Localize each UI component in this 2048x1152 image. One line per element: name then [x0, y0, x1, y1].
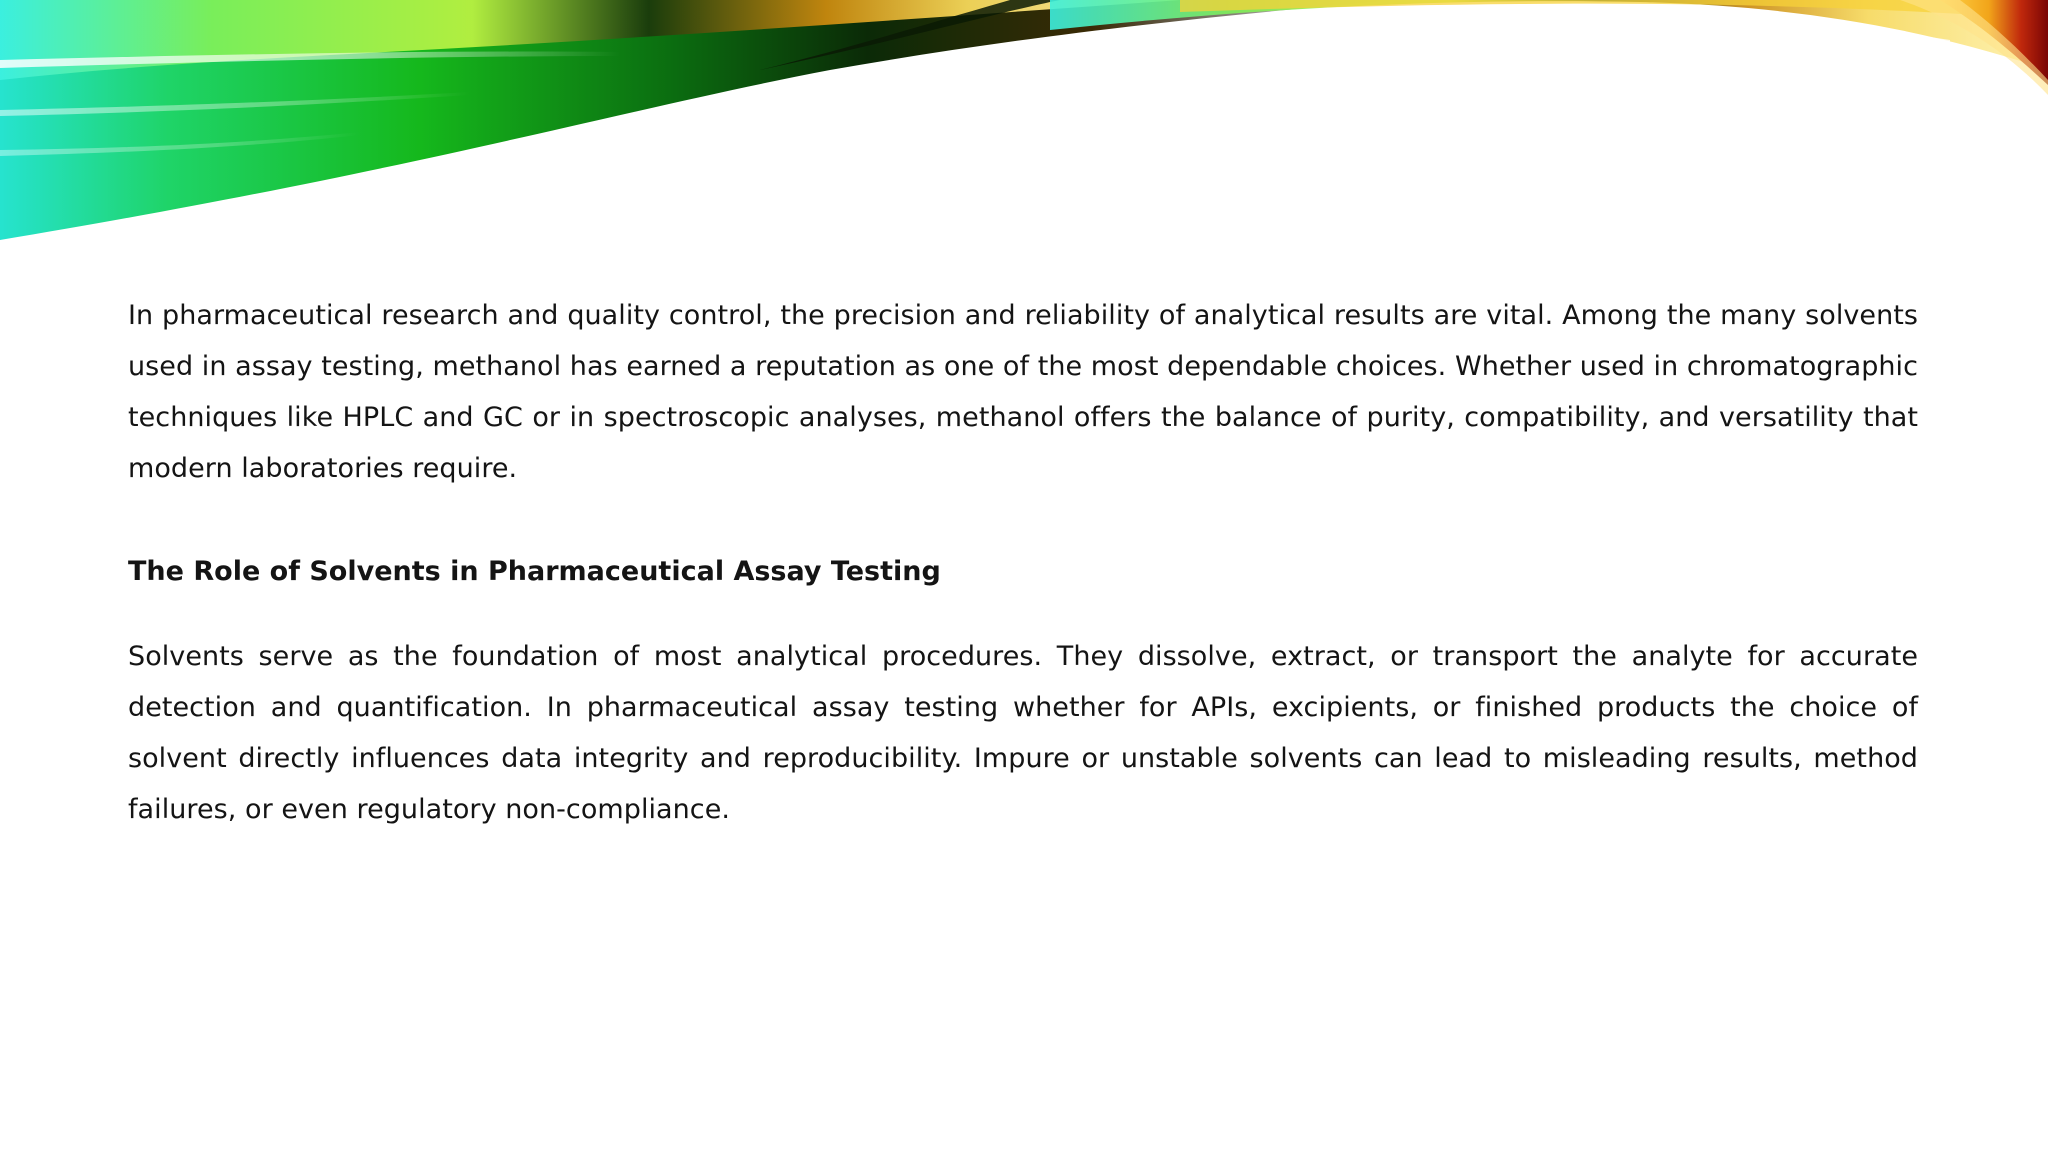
section-heading: The Role of Solvents in Pharmaceutical Assay Testing: [128, 556, 941, 587]
rainbow-swoosh-decoration: [0, 0, 2048, 260]
intro-paragraph: In pharmaceutical research and quality control, the precision and reliability of analytical results are vital. Among the many solvents used in assay testing, methanol has earned a reputation as one of the most dependable choices. Whether used in chromatographic techniques like HPLC and GC or in spectroscopic analyses, methanol offers the balance of purity, compatibility, and versatility that modern laboratories require.: [128, 300, 1918, 484]
body-paragraph: Solvents serve as the foundation of most analytical procedures. They dissolve, extract, or transport the analyte for accurate detection and quantification. In pharmaceutical assay testing whether for APIs, excipients, or finished products the choice of solvent directly influences data integrity and reproducibility. Impure or unstable solvents can lead to misleading results, method failures, or even regulatory non-compliance.: [128, 641, 1918, 825]
slide-content: [128, 290, 1918, 835]
